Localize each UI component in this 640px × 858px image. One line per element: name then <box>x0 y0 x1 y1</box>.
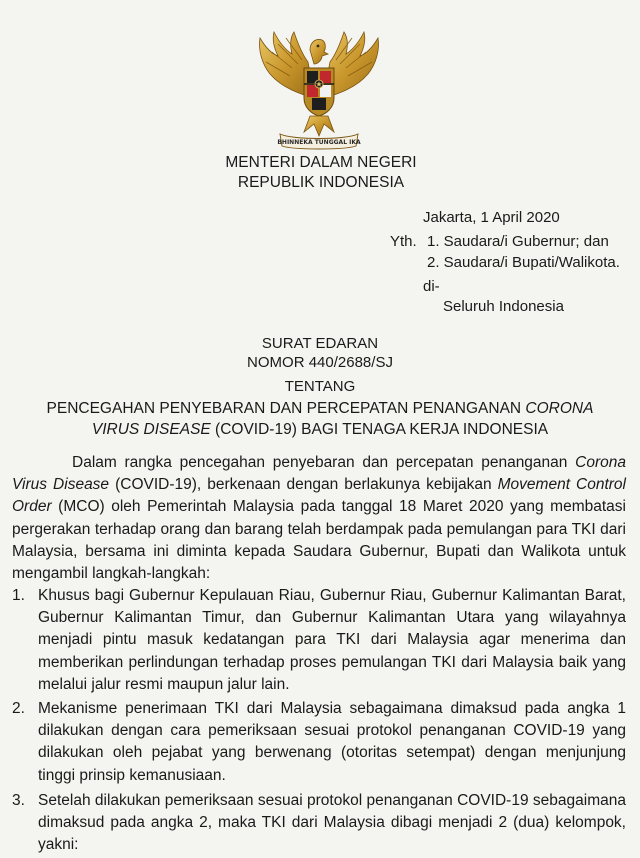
letter-subject: PENCEGAHAN PENYEBARAN DAN PERCEPATAN PENANGANAN CORONA VIRUS DISEASE (COVID-19) BAGI TENAGA KERJA INDONESIA <box>46 400 594 438</box>
recipient-2: 2. Saudara/i Bupati/Walikota. <box>427 254 620 271</box>
yth-label: Yth. <box>390 233 417 250</box>
issuer-line-2: REPUBLIK INDONESIA <box>237 174 405 191</box>
recipient-1: 1. Saudara/i Gubernur; dan <box>427 233 609 250</box>
list-item: 3. Setelah dilakukan pemeriksaan sesuai protokol penanganan COVID-19 sebagaimana dimaksud pada angka 2, maka TKI dari Malaysia dibagi menjadi 2 (dua) kelompok, yakni: <box>12 792 626 854</box>
issuer-line-1: MENTERI DALAM NEGERI <box>225 154 417 171</box>
letter-about: TENTANG <box>284 378 356 395</box>
di-label: di- <box>423 278 440 295</box>
list-item: 1. Khusus bagi Gubernur Kepulauan Riau, Gubernur Riau, Gubernur Kalimantan Barat, Gubernur Kalimantan Timur, dan Gubernur Kalimantan Utara yang wilayahnya menjadi pintu masuk kedatangan para TKI dari Malaysia agar menerima dan memberikan perlindungan terhadap proses pemulangan TKI dari Malaysia baik yang melalui jalur resmi maupun jalur lain. <box>12 587 626 693</box>
letterhead <box>0 153 640 193</box>
garuda-emblem-icon <box>252 28 386 152</box>
svg-text:BHINNEKA TUNGGAL IKA: BHINNEKA TUNGGAL IKA <box>277 139 361 146</box>
place-date: Jakarta, 1 April 2020 <box>423 209 560 226</box>
recipient-location: Seluruh Indonesia <box>443 298 564 315</box>
letter-type: SURAT EDARAN <box>261 335 379 352</box>
list-item: 2. Mekanisme penerimaan TKI dari Malaysia sebagaimana dimaksud pada angka 1 dilakukan dengan cara pemeriksaan sesuai protokol penanganan COVID-19 yang dilakukan oleh pejabat yang berwenang (otoritas setempat) dengan menjunjung tinggi prinsip kemanusiaan. <box>12 700 626 784</box>
letter-number: NOMOR 440/2688/SJ <box>247 354 393 371</box>
intro-paragraph: Dalam rangka pencegahan penyebaran dan percepatan penanganan Corona Virus Disease (COVID-19), berkenaan dengan berlakunya kebijakan Movement Control Order (MCO) oleh Pemerintah Malaysia pada tanggal 18 Maret 2020 yang membatasi pergerakan terhadap orang dan barang telah berdampak pada pemulangan para TKI dari Malaysia, bersama ini diminta kepada Saudara Gubernur, Bupati dan Walikota untuk mengambil langkah-langkah: <box>12 454 626 583</box>
